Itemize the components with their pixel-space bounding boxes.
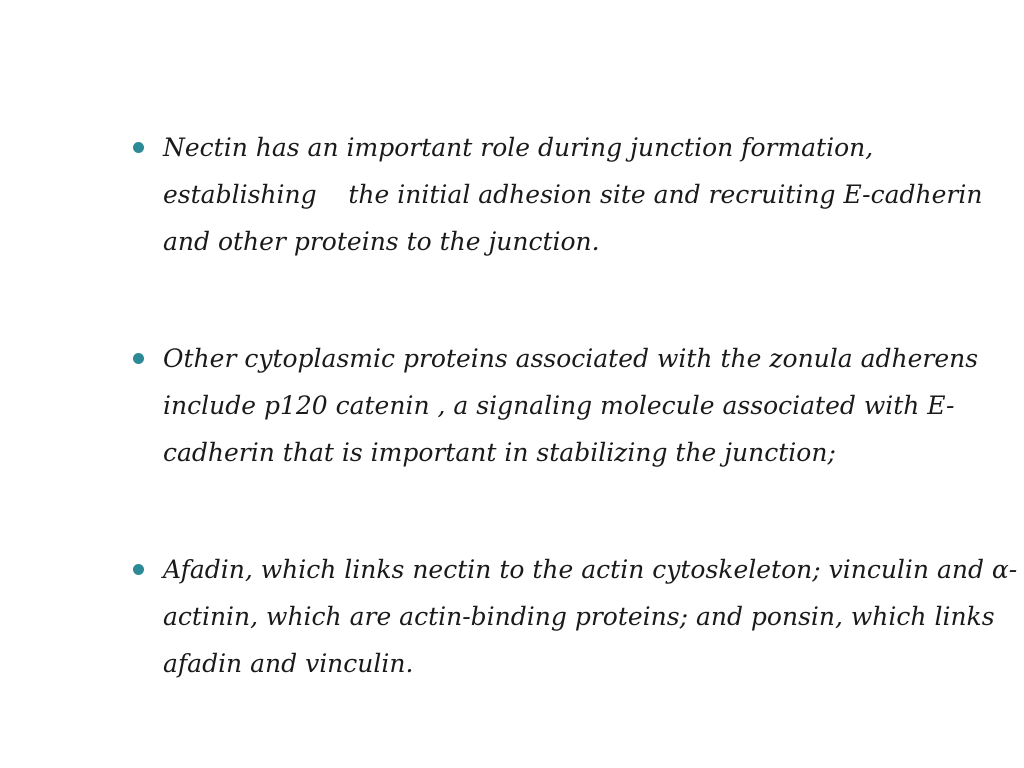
bullet-item-nectin xyxy=(130,124,990,265)
bullet-dot-icon xyxy=(133,353,144,364)
bullet-text-line: Nectin has an important role during junction formation, xyxy=(163,133,874,162)
bullet-dot-icon xyxy=(133,564,144,575)
bullet-item-cytoplasmic-proteins xyxy=(130,335,990,476)
bullet-dot-icon xyxy=(133,142,144,153)
bullet-text-line: establishing the initial adhesion site and recruiting E-cadherin xyxy=(163,180,983,209)
bullet-text-line: actinin, which are actin-binding proteins; and ponsin, which links xyxy=(163,602,995,631)
bullet-item-afadin xyxy=(130,546,1018,687)
bullet-text-line: afadin and vinculin. xyxy=(163,649,414,678)
bullet-list xyxy=(130,124,1018,687)
bullet-text-line: Other cytoplasmic proteins associated with the zonula adherens xyxy=(163,344,979,373)
bullet-text-line: cadherin that is important in stabilizing the junction; xyxy=(163,438,836,467)
bullet-text-line: Afadin, which links nectin to the actin cytoskeleton; vinculin and α- xyxy=(163,555,1018,584)
bullet-text-line: and other proteins to the junction. xyxy=(163,227,600,256)
bullet-text-line: include p120 catenin , a signaling molecule associated with E- xyxy=(163,391,955,420)
